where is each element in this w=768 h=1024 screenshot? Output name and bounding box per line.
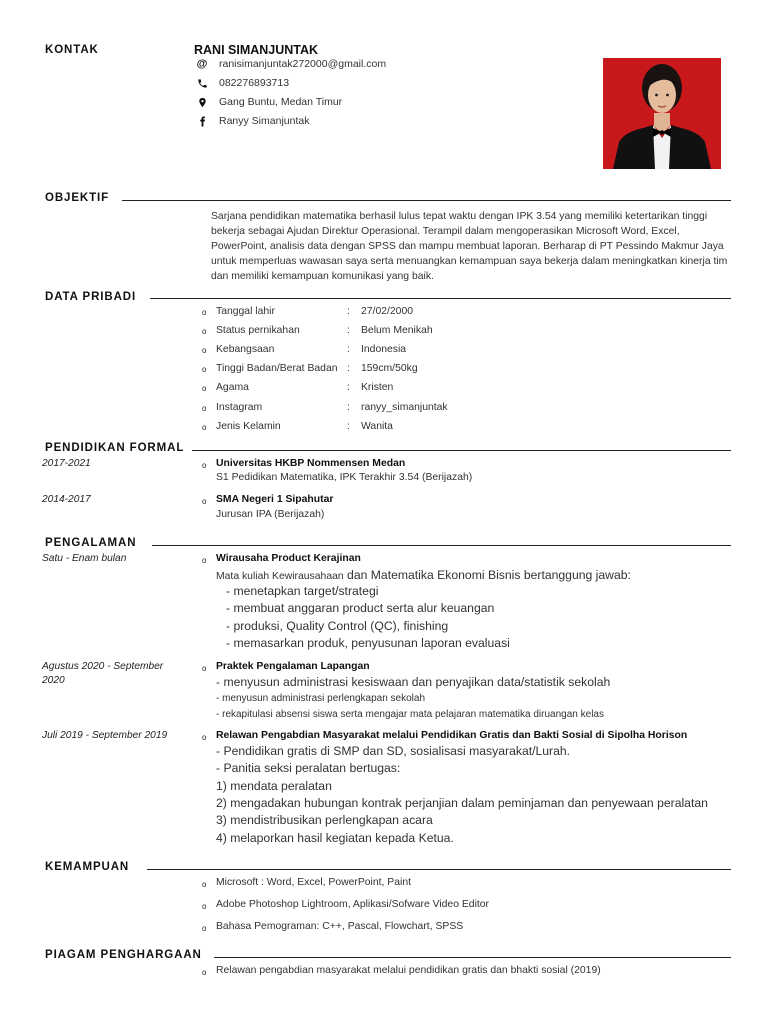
bullet-icon: o <box>202 924 207 933</box>
profile-photo <box>603 58 721 169</box>
experience-divider <box>152 545 731 546</box>
bullet-icon: o <box>202 461 207 470</box>
candidate-name: RANI SIMANJUNTAK <box>194 43 319 57</box>
contact-email[interactable]: @ ranisimanjuntak272000@gmail.com <box>196 58 387 70</box>
objective-heading: OBJEKTIF <box>45 192 110 204</box>
facebook-icon <box>196 115 208 127</box>
bullet-icon: o <box>202 968 207 977</box>
bullet-icon: o <box>202 733 207 742</box>
bullet-icon: o <box>202 365 207 374</box>
education-divider <box>192 450 731 451</box>
contact-facebook[interactable]: Ranyy Simanjuntak <box>196 114 309 128</box>
bullet-icon: o <box>202 346 207 355</box>
location-pin-icon <box>196 96 208 108</box>
personal-divider <box>150 298 731 299</box>
contact-phone[interactable]: 082276893713 <box>196 76 289 90</box>
contact-heading: KONTAK <box>45 44 99 56</box>
awards-heading: PIAGAM PENGHARGAAN <box>45 949 202 961</box>
education-heading: PENDIDIKAN FORMAL <box>45 442 185 454</box>
bullet-icon: o <box>202 556 207 565</box>
bullet-icon: o <box>202 664 207 673</box>
skills-heading: KEMAMPUAN <box>45 861 130 873</box>
bullet-icon: o <box>202 423 207 432</box>
objective-divider <box>122 200 731 201</box>
personal-heading: DATA PRIBADI <box>45 291 137 303</box>
bullet-icon: o <box>202 308 207 317</box>
skills-divider <box>147 869 731 870</box>
bullet-icon: o <box>202 384 207 393</box>
bullet-icon: o <box>202 497 207 506</box>
bullet-icon: o <box>202 902 207 911</box>
experience-heading: PENGALAMAN <box>45 537 137 549</box>
bullet-icon: o <box>202 404 207 413</box>
objective-text: Sarjana pendidikan matematika berhasil lulus tepat waktu dengan IPK 3.54 yang memiliki ketertarikan tinggi bekerja sebagai Ajudan Direktur Operasional. Terampil dalam mengoperasikan Microsoft Word, Excel, PowerPoint, analisis data dengan SPSS dan mampu membuat laporan. Berharap di PT Pessindo Makmur Jaya untuk memperluas wawasan saya serta menuangkan kemampuan saya bekerja dalam meningkatkan kinerja tim dan memiliki kemampuan komunikasi yang baik. <box>211 211 728 282</box>
at-icon: @ <box>196 58 208 70</box>
bullet-icon: o <box>202 327 207 336</box>
contact-address: Gang Buntu, Medan Timur <box>196 95 342 109</box>
awards-divider <box>214 957 731 958</box>
phone-icon <box>196 77 208 89</box>
bullet-icon: o <box>202 880 207 889</box>
